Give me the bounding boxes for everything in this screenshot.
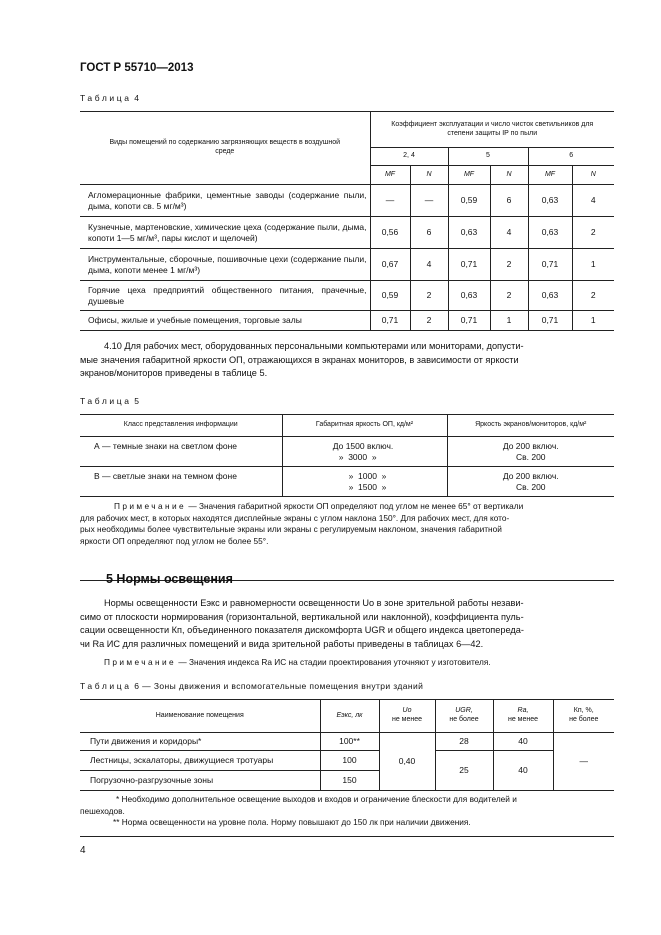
table5-value: Св. 200	[515, 481, 546, 492]
section-5-note-word: Примечание	[104, 657, 177, 667]
table4-cell: 4	[490, 217, 528, 249]
table4-cell: 4	[572, 185, 614, 217]
table5-caption-number: 5	[134, 396, 140, 406]
table4-cell: 0,71	[448, 249, 490, 281]
table4-cell: —	[410, 185, 448, 217]
table6-ugr: 25	[435, 751, 493, 791]
table6-h-u-note: не менее	[391, 716, 423, 723]
page-number: 4	[80, 845, 86, 856]
table5-value: До 1500 включ.	[332, 441, 394, 452]
table6-h-name: Наименование помещения	[80, 700, 320, 733]
table5-h-class: Класс представления информации	[80, 415, 282, 437]
table4-sub-mf: MF	[528, 166, 572, 185]
table5-note	[80, 497, 614, 581]
section-5-note	[104, 657, 491, 669]
table4-room-name: Инструментальные, сборочные, пошивочные цехи (содержание пыли, дыма, копоти менее 1 мг/м³)	[80, 249, 370, 281]
table4-cell: 0,67	[370, 249, 410, 281]
table4-cell: 6	[410, 217, 448, 249]
table5-value: » 1000 »	[348, 471, 387, 482]
section-5-heading: 5 Нормы освещения	[106, 572, 233, 586]
table5-h-luminance: Габаритная яркость ОП, кд/м²	[282, 415, 447, 437]
table4-ip-group: 5	[448, 148, 528, 166]
table4-cell: 0,63	[448, 281, 490, 311]
table4-cell: 0,71	[448, 311, 490, 331]
table6-h-ra-label: Ra,	[517, 707, 529, 715]
table4-cell: 2	[410, 311, 448, 331]
table6	[80, 699, 614, 837]
table4-cell: 0,63	[528, 281, 572, 311]
paragraph-line: чи Ra ИС для различных помещений и вида зрительной работы приведены в таблицах 6—42.	[80, 638, 484, 649]
paragraph-line	[80, 597, 614, 611]
paragraph-4-10	[80, 340, 614, 381]
table6-h-uniformity	[379, 700, 435, 733]
table4-cell: 2	[410, 281, 448, 311]
table4-row	[80, 249, 614, 281]
table5-caption	[80, 396, 139, 406]
table4-row	[80, 217, 614, 249]
table4-cell: 0,71	[528, 249, 572, 281]
table6-room-name: Погрузочно-разгрузочные зоны	[80, 771, 320, 791]
section-5-note-text: — Значения индекса Ra ИС на стадии проектирования уточняют у изготовителя.	[178, 657, 491, 667]
table4-cell: 1	[572, 249, 614, 281]
table6-footnote-text: ** Норма освещенности на уровне пола. Норму повышают до 150 лк при наличии движения.	[113, 817, 471, 828]
table4-cell: 6	[490, 185, 528, 217]
table5-header-row	[80, 415, 614, 437]
table6-ra: 40	[493, 751, 553, 791]
table4-cell: 0,63	[448, 217, 490, 249]
table6-illuminance: 150	[320, 771, 379, 791]
table6-room-name: Лестницы, эскалаторы, движущиеся тротуары	[80, 751, 320, 771]
table5-note-text: рых необходимы более чувствительные экраны или экраны с регулируемым наклоном, значения габаритной	[80, 524, 502, 535]
table6-footnote-text: пешеходов.	[80, 805, 125, 816]
table4-cell: 4	[410, 249, 448, 281]
table6-ugr: 28	[435, 733, 493, 751]
table4-col-rooms: Виды помещений по содержанию загрязняющих веществ в воздушной среде	[80, 112, 370, 185]
paragraph-line: мые значения габаритной яркости ОП, отражающихся в экранах мониторов, в зависимости от яркости	[80, 354, 519, 365]
table6-caption-text: 6 — Зоны движения и вспомогательные помещения внутри зданий	[134, 681, 424, 691]
table4-sub-n: N	[490, 166, 528, 185]
table6-uniformity: 0,40	[379, 733, 435, 791]
table5-note-row	[80, 497, 614, 581]
table4	[80, 111, 614, 331]
table5-screen	[447, 437, 614, 467]
table6-illuminance: 100	[320, 751, 379, 771]
table4-cell: 2	[572, 217, 614, 249]
table4-sub-mf: MF	[370, 166, 410, 185]
table6-h-ugr	[435, 700, 493, 733]
table6-row	[80, 751, 614, 771]
table5	[80, 414, 614, 581]
table4-cell: 0,63	[528, 217, 572, 249]
paragraph-line: экранов/мониторов приведены в таблице 5.	[80, 368, 268, 378]
table5-value: » 1500 »	[348, 481, 387, 492]
table4-cell: 0,59	[448, 185, 490, 217]
table4-cell: 2	[572, 281, 614, 311]
table4-row	[80, 311, 614, 331]
table4-cell: 0,56	[370, 217, 410, 249]
table4-cell: 2	[490, 281, 528, 311]
table4-cell: 0,71	[370, 311, 410, 331]
paragraph-line: симо от плоскости нормирования (горизонтальной, вертикальной или наклонной), коэффициента пуль-	[80, 611, 524, 622]
table4-cell: 0,63	[528, 185, 572, 217]
table5-h-screen: Яркость экранов/мониторов, кд/м²	[447, 415, 614, 437]
table5-value: » 3000 »	[338, 451, 377, 462]
table4-cell: 0,71	[528, 311, 572, 331]
table6-header-row	[80, 700, 614, 733]
table5-value: До 200 включ.	[502, 441, 559, 452]
table4-ip-group: 6	[528, 148, 614, 166]
table4-sub-mf: MF	[448, 166, 490, 185]
table4-cell: 0,59	[370, 281, 410, 311]
table4-caption	[80, 93, 139, 103]
table5-note-text: яркости ОП определяют под углом не более 55°.	[80, 535, 269, 546]
document-header-title: ГОСТ Р 55710—2013	[80, 62, 194, 74]
table5-luminance	[282, 467, 447, 497]
table5-screen	[447, 467, 614, 497]
table6-h-kp-label: Кп, %,	[573, 707, 594, 715]
table6-row	[80, 733, 614, 751]
table5-value: До 200 включ.	[502, 471, 559, 482]
table6-h-ugr-label: UGR,	[455, 707, 473, 715]
table4-room-name: Офисы, жилые и учебные помещения, торговые залы	[80, 311, 370, 331]
section-5-paragraph	[80, 597, 614, 651]
table6-caption	[80, 681, 423, 691]
table4-caption-number: 4	[134, 93, 140, 103]
table6-footnote-text: * Необходимо дополнительное освещение выходов и входов и ограничение блескости для водителей и	[116, 794, 517, 804]
table5-class: В — светлые знаки на темном фоне	[80, 467, 282, 497]
table6-h-ra	[493, 700, 553, 733]
table6-h-ugr-note: не более	[449, 716, 479, 723]
table6-h-u-label: Uо	[402, 707, 412, 715]
table4-cell: —	[370, 185, 410, 217]
table6-room-name: Пути движения и коридоры*	[80, 733, 320, 751]
table6-ra: 40	[493, 733, 553, 751]
table6-h-kp	[553, 700, 614, 733]
table5-luminance	[282, 437, 447, 467]
table5-value: Св. 200	[515, 451, 546, 462]
table5-caption-word: Таблица	[80, 396, 132, 406]
table5-note-word: Примечание	[114, 501, 187, 511]
paragraph-line-text: 4.10 Для рабочих мест, оборудованных персональными компьютерами или мониторами, допусти-	[104, 341, 524, 351]
table5-note-text: — Значения габаритной яркости ОП определяют под углом не менее 65° от вертикали	[188, 501, 524, 511]
table5-row	[80, 467, 614, 497]
table6-caption-word: Таблица	[80, 681, 132, 691]
table4-room-name: Кузнечные, мартеновские, химические цеха (содержание пыли, дыма, копоти 1—5 мг/м³, пары кислот и щелочей)	[80, 217, 370, 249]
table4-col-group: Коэффициент эксплуатации и число чисток светильников для степени защиты IP по пыли	[370, 112, 614, 148]
table4-caption-word: Таблица	[80, 93, 132, 103]
table6-h-kp-note: не более	[569, 716, 599, 723]
table6-kp: —	[553, 733, 614, 791]
table4-row	[80, 281, 614, 311]
table5-row	[80, 437, 614, 467]
paragraph-line-text: Нормы освещенности Eэкс и равномерности освещенности Uо в зоне зрительной работы незави-	[104, 598, 524, 608]
table4-cell: 1	[572, 311, 614, 331]
table4-sub-n: N	[572, 166, 614, 185]
table4-row	[80, 185, 614, 217]
table6-footnote-row	[80, 791, 614, 837]
table5-note-text: для рабочих мест, в которых находятся дисплейные экраны с углом наклона 150°. Для рабочих мест, для кото-	[80, 512, 510, 523]
table4-ip-group: 2, 4	[370, 148, 448, 166]
table6-h-ra-note: не менее	[507, 716, 539, 723]
paragraph-line: сации освещенности Кп, объединенного показателя дискомфорта UGR и общего индекса цветопереда-	[80, 625, 524, 635]
table4-cell: 2	[490, 249, 528, 281]
table4-header-row	[80, 112, 614, 148]
paragraph-line	[80, 340, 614, 354]
table4-room-name: Агломерационные фабрики, цементные заводы (содержание пыли, дыма, копоти св. 5 мг/м³)	[80, 185, 370, 217]
table6-footnotes	[80, 791, 614, 837]
table6-illuminance: 100**	[320, 733, 379, 751]
table4-sub-n: N	[410, 166, 448, 185]
table6-h-illuminance: Eэкс, лк	[320, 700, 379, 733]
table4-cell: 1	[490, 311, 528, 331]
table4-room-name: Горячие цеха предприятий общественного питания, прачечные, душевые	[80, 281, 370, 311]
table5-class: А — темные знаки на светлом фоне	[80, 437, 282, 467]
